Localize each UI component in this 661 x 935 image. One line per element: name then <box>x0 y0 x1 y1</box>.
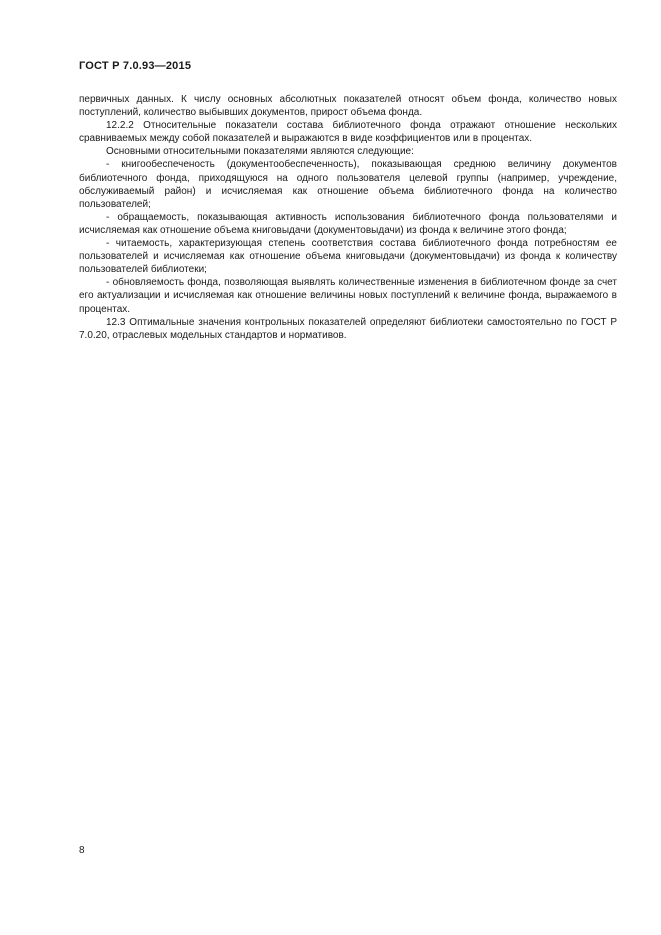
paragraph: 12.2.2 Относительные показатели состава библиотечного фонда отражают отношение нескольких сравниваемых между собой показателей и выражаются в виде коэффициентов или в процентах. <box>79 120 617 145</box>
paragraph: Основными относительными показателями являются следующие: <box>106 146 414 158</box>
paragraph: 12.3 Оптимальные значения контрольных показателей определяют библиотеки самостоятельно по ГОСТ Р 7.0.20, отраслевых модельных стандартов и нормативов. <box>79 316 617 341</box>
body-text <box>79 93 617 342</box>
list-item: - обращаемость, показывающая активность использования библиотечного фонда пользователями и исчисляемая как отношение объема книговыдачи (документовыдачи) из фонда к величине этого фонда; <box>79 211 617 236</box>
list-item: - читаемость, характеризующая степень соответствия состава библиотечного фонда потребностям ее пользователей и исчисляемая как отношение объема книговыдачи (документовыдачи) из фонда к количеству пользователей библиотеки; <box>79 238 617 276</box>
document-header: ГОСТ Р 7.0.93—2015 <box>79 60 192 72</box>
list-item: - книгообеспеченость (документообеспеченность), показывающая среднюю величину документов библиотечного фонда, приходящуюся на одного пользователя целевой группы (например, учреждение, обслуживаемый район) и исчисляемая как отношение объема библиотечного фонда на количество пользователей; <box>79 159 617 210</box>
page-number: 8 <box>79 845 85 856</box>
paragraph: первичных данных. К числу основных абсолютных показателей относят объем фонда, количество новых поступлений, количество выбывших документов, прирост объема фонда. <box>79 94 617 119</box>
list-item: - обновляемость фонда, позволяющая выявлять количественные изменения в библиотечном фонде за счет его актуализации и исчисляемая как отношение величины новых поступлений к величине фонда, выражаемого в процентах. <box>79 277 617 315</box>
